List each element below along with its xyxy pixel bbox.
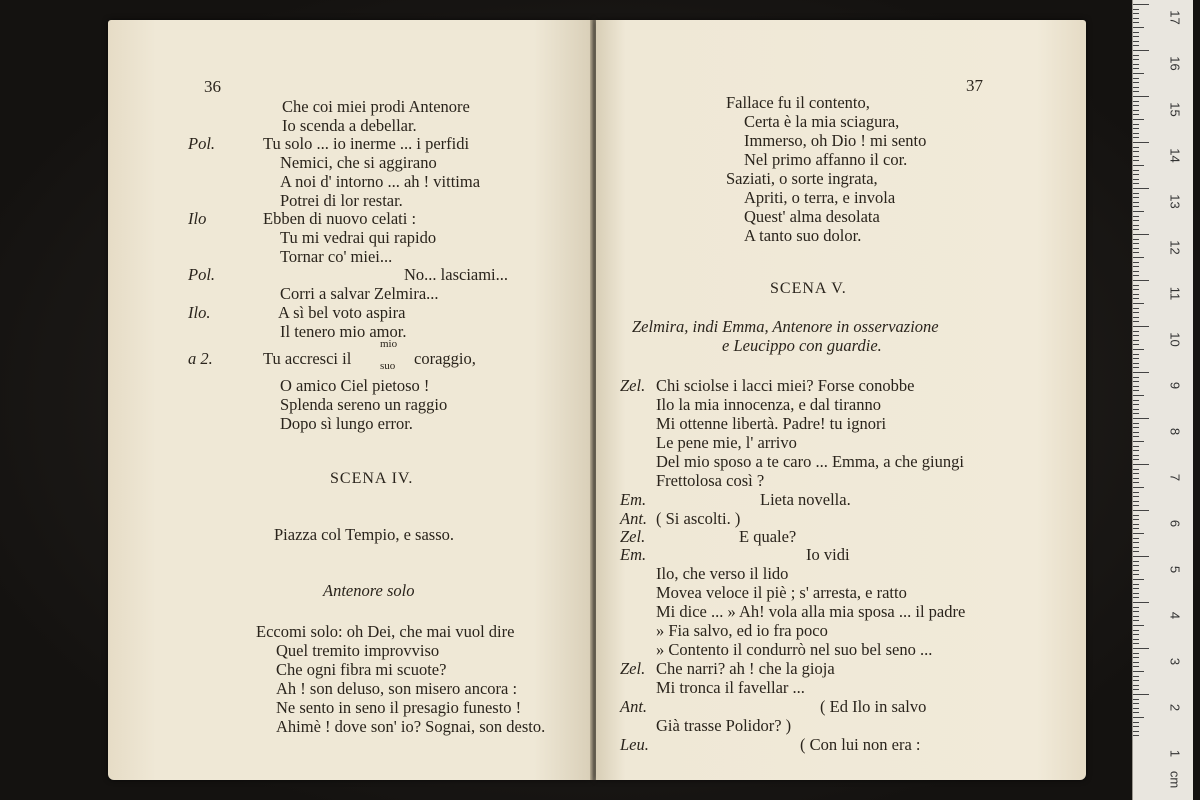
dialogue-line: » Fia salvo, ed io fra poco (656, 621, 828, 640)
ruler-tick (1133, 119, 1144, 120)
ruler-tick (1133, 18, 1139, 19)
ruler-tick (1133, 216, 1139, 217)
ruler-tick (1133, 248, 1139, 249)
ruler-tick (1133, 321, 1139, 322)
ruler-tick (1133, 128, 1139, 129)
ruler-tick (1133, 519, 1139, 520)
dialogue-line: Ilo la mia innocenza, e dal tiranno (656, 395, 881, 414)
ruler-tick (1133, 556, 1149, 557)
ruler-tick (1133, 137, 1139, 138)
verse-line: Tornar co' miei... (280, 247, 393, 266)
ruler-tick (1133, 326, 1149, 327)
verse-line: Io scenda a debellar. (282, 116, 417, 135)
scene-title: SCENA V. (770, 280, 847, 297)
ruler-tick (1133, 666, 1139, 667)
ruler-number: 8 (1167, 427, 1183, 436)
ruler-tick (1133, 36, 1139, 37)
ruler-tick (1133, 551, 1139, 552)
ruler-tick (1133, 602, 1149, 603)
ruler-tick (1133, 528, 1139, 529)
ruler-tick (1133, 165, 1144, 166)
monologue-line: Ah ! son deluso, son misero ancora : (276, 679, 518, 698)
ruler-tick (1133, 202, 1139, 203)
ruler-tick (1133, 478, 1139, 479)
measurement-ruler (1132, 0, 1193, 800)
ruler-tick (1133, 726, 1139, 727)
ruler-tick (1133, 400, 1139, 401)
dialogue-line: ( Si ascolti. ) (656, 509, 741, 528)
ruler-tick (1133, 620, 1139, 621)
ruler-tick (1133, 174, 1139, 175)
ruler-tick (1133, 662, 1139, 663)
ruler-tick (1133, 114, 1139, 115)
left-page (108, 20, 592, 780)
ruler-tick (1133, 354, 1139, 355)
verse-line: A sì bel voto aspira (278, 303, 406, 322)
ruler-tick (1133, 27, 1144, 28)
ruler-tick (1133, 676, 1139, 677)
verse-line: Che coi miei prodi Antenore (282, 97, 470, 116)
ruler-tick (1133, 648, 1149, 649)
ruler-tick (1133, 703, 1139, 704)
ruler-number: 12 (1167, 240, 1183, 255)
ruler-tick (1133, 611, 1139, 612)
ruler-tick (1133, 243, 1139, 244)
ruler-tick (1133, 390, 1139, 391)
ruler-tick (1133, 685, 1139, 686)
ruler-number: 3 (1167, 657, 1183, 666)
ruler-tick (1133, 358, 1139, 359)
ruler-tick (1133, 32, 1139, 33)
ruler-tick (1133, 473, 1139, 474)
speaker-label: Pol. (188, 134, 216, 153)
ruler-tick (1133, 381, 1139, 382)
ruler-tick (1133, 303, 1144, 304)
dialogue-line: Che narri? ah ! che la gioja (656, 659, 835, 678)
verse-line: coraggio, (414, 349, 476, 368)
ruler-tick (1133, 367, 1139, 368)
ruler-tick (1133, 538, 1139, 539)
ruler-tick (1133, 124, 1139, 125)
ruler-tick (1133, 45, 1139, 46)
speaker-label: Zel. (620, 376, 646, 395)
ruler-tick (1133, 340, 1139, 341)
dialogue-line: Lieta novella. (760, 490, 851, 509)
monologue-line: Ne sento in seno il presagio funesto ! (276, 698, 522, 717)
ruler-number: 9 (1167, 381, 1183, 390)
ruler-tick (1133, 639, 1139, 640)
ruler-tick (1133, 395, 1144, 396)
ruler-tick (1133, 427, 1139, 428)
ruler-tick (1133, 105, 1139, 106)
dialogue-line: Le pene mie, l' arrivo (656, 433, 797, 452)
ruler-number: 6 (1167, 519, 1183, 528)
ruler-number: 4 (1167, 611, 1183, 620)
ruler-tick (1133, 482, 1139, 483)
speaker-label: Ilo (188, 209, 207, 228)
ruler-tick (1133, 262, 1139, 263)
ruler-tick (1133, 147, 1139, 148)
dialogue-line: Mi ottenne libertà. Padre! tu ignori (656, 414, 887, 433)
scene-title: SCENA IV. (330, 470, 414, 487)
ruler-tick (1133, 708, 1139, 709)
ruler-tick (1133, 73, 1144, 74)
ruler-tick (1133, 275, 1139, 276)
ruler-tick (1133, 450, 1139, 451)
speaker-label: Em. (620, 545, 647, 564)
ruler-tick (1133, 50, 1149, 51)
ruler-tick (1133, 377, 1139, 378)
verse-line: Dopo sì lungo error. (280, 414, 413, 433)
ruler-tick (1133, 735, 1139, 736)
alt-word-bottom: suo (380, 360, 396, 372)
ruler-tick (1133, 625, 1144, 626)
ruler-tick (1133, 160, 1139, 161)
ruler-tick (1133, 344, 1139, 345)
ruler-tick (1133, 197, 1139, 198)
speaker-label: Ilo. (188, 303, 211, 322)
ruler-tick (1133, 257, 1144, 258)
dialogue-line: » Contento il condurrò nel suo bel seno ... (656, 640, 933, 659)
dialogue-line: Movea veloce il piè ; s' arresta, e ratto (656, 583, 907, 602)
ruler-tick (1133, 547, 1139, 548)
ruler-tick (1133, 386, 1139, 387)
ruler-tick (1133, 413, 1139, 414)
ruler-tick (1133, 464, 1149, 465)
ruler-tick (1133, 593, 1139, 594)
ruler-tick (1133, 101, 1139, 102)
ruler-tick (1133, 487, 1144, 488)
ruler-tick (1133, 607, 1139, 608)
ruler-number: 11 (1167, 286, 1183, 301)
ruler-tick (1133, 671, 1144, 672)
ruler-tick (1133, 4, 1149, 5)
ruler-tick (1133, 294, 1139, 295)
ruler-tick (1133, 133, 1139, 134)
ruler-tick (1133, 616, 1139, 617)
scene-setting: Piazza col Tempio, e sasso. (274, 525, 454, 544)
ruler-tick (1133, 694, 1149, 695)
verse-line: Tu mi vedrai qui rapido (280, 228, 437, 247)
dialogue-line: Ilo, che verso il lido (656, 564, 789, 583)
ruler-tick (1133, 372, 1149, 373)
ruler-tick (1133, 96, 1149, 97)
ruler-number: 15 (1167, 102, 1183, 117)
ruler-tick (1133, 630, 1139, 631)
ruler-tick (1133, 317, 1139, 318)
alt-word-top: mio (380, 338, 398, 350)
ruler-tick (1133, 280, 1149, 281)
ruler-tick (1133, 59, 1139, 60)
ruler-number: 5 (1167, 565, 1183, 574)
ruler-tick (1133, 441, 1144, 442)
speaker-label: a 2. (188, 349, 213, 368)
ruler-tick (1133, 436, 1139, 437)
ruler-unit: cm (1167, 770, 1183, 789)
ruler-number: 14 (1167, 148, 1183, 163)
verse-line: Certa è la mia sciagura, (744, 112, 900, 131)
dialogue-line: Frettolosa così ? (656, 471, 765, 490)
ruler-tick (1133, 156, 1139, 157)
ruler-tick (1133, 183, 1139, 184)
dialogue-line: E quale? (739, 527, 797, 546)
ruler-number: 1 (1167, 749, 1183, 758)
ruler-tick (1133, 731, 1139, 732)
ruler-tick (1133, 574, 1139, 575)
ruler-tick (1133, 68, 1139, 69)
ruler-tick (1133, 496, 1139, 497)
ruler-tick (1133, 206, 1139, 207)
ruler-number: 10 (1167, 332, 1183, 347)
ruler-tick (1133, 289, 1139, 290)
ruler-tick (1133, 220, 1139, 221)
speaker-label: Zel. (620, 527, 646, 546)
ruler-tick (1133, 142, 1149, 143)
ruler-tick (1133, 492, 1139, 493)
ruler-tick (1133, 331, 1139, 332)
ruler-tick (1133, 712, 1139, 713)
scene-characters: e Leucippo con guardie. (722, 336, 882, 355)
ruler-tick (1133, 211, 1144, 212)
ruler-tick (1133, 717, 1144, 718)
ruler-tick (1133, 680, 1139, 681)
dialogue-line: Chi sciolse i lacci miei? Forse conobbe (656, 376, 915, 395)
ruler-tick (1133, 87, 1139, 88)
ruler-tick (1133, 239, 1139, 240)
verse-line: Nel primo affanno il cor. (744, 150, 908, 169)
ruler-tick (1133, 335, 1139, 336)
dialogue-line: ( Con lui non era : (800, 735, 921, 754)
ruler-tick (1133, 657, 1139, 658)
ruler-tick (1133, 565, 1139, 566)
verse-line: Saziati, o sorte ingrata, (726, 169, 878, 188)
ruler-tick (1133, 588, 1139, 589)
ruler-tick (1133, 455, 1139, 456)
ruler-tick (1133, 634, 1139, 635)
ruler-tick (1133, 271, 1139, 272)
ruler-tick (1133, 13, 1139, 14)
ruler-tick (1133, 308, 1139, 309)
verse-line: Quest' alma desolata (744, 207, 880, 226)
speaker-label: Pol. (188, 265, 216, 284)
ruler-tick (1133, 225, 1139, 226)
ruler-number: 13 (1167, 194, 1183, 209)
ruler-tick (1133, 41, 1139, 42)
ruler-tick (1133, 699, 1139, 700)
ruler-tick (1133, 561, 1139, 562)
ruler-tick (1133, 689, 1139, 690)
verse-line: A noi d' intorno ... ah ! vittima (280, 172, 481, 191)
ruler-tick (1133, 55, 1139, 56)
verse-line: Fallace fu il contento, (726, 93, 870, 112)
ruler-tick (1133, 409, 1139, 410)
ruler-tick (1133, 418, 1149, 419)
scene-characters: Zelmira, indi Emma, Antenore in osservazione (632, 317, 939, 336)
ruler-tick (1133, 446, 1139, 447)
ruler-tick (1133, 170, 1139, 171)
dialogue-line: Già trasse Polidor? ) (656, 716, 792, 735)
dialogue-line: Io vidi (806, 545, 850, 564)
verse-line: Splenda sereno un raggio (280, 395, 448, 414)
ruler-tick (1133, 643, 1139, 644)
ruler-tick (1133, 469, 1139, 470)
ruler-tick (1133, 515, 1139, 516)
ruler-tick (1133, 505, 1139, 506)
verse-line: A tanto suo dolor. (744, 226, 862, 245)
ruler-tick (1133, 542, 1139, 543)
ruler-tick (1133, 722, 1139, 723)
monologue-line: Eccomi solo: oh Dei, che mai vuol dire (256, 622, 515, 641)
right-page (596, 20, 1086, 780)
ruler-tick (1133, 570, 1139, 571)
verse-line: Il tenero mio amor. (280, 322, 407, 341)
verse-line: O amico Ciel pietoso ! (280, 376, 430, 395)
ruler-tick (1133, 298, 1139, 299)
scene-character: Antenore solo (323, 581, 415, 600)
dialogue-line: Mi dice ... » Ah! vola alla mia sposa ... il padre (656, 602, 966, 621)
ruler-tick (1133, 312, 1139, 313)
ruler-tick (1133, 22, 1139, 23)
verse-line: Apriti, o terra, e invola (744, 188, 896, 207)
verse-line: No... lasciami... (404, 265, 509, 284)
ruler-tick (1133, 459, 1139, 460)
verse-line: Ebben di nuovo celati : (263, 209, 417, 228)
ruler-tick (1133, 363, 1139, 364)
speaker-label: Zel. (620, 659, 646, 678)
monologue-line: Che ogni fibra mi scuote? (276, 660, 447, 679)
ruler-tick (1133, 110, 1139, 111)
speaker-label: Leu. (620, 735, 649, 754)
ruler-tick (1133, 349, 1144, 350)
ruler-tick (1133, 524, 1139, 525)
ruler-tick (1133, 193, 1139, 194)
verse-line: Potrei di lor restar. (280, 191, 403, 210)
ruler-tick (1133, 78, 1139, 79)
verse-line: Nemici, che si aggirano (280, 153, 437, 172)
ruler-tick (1133, 533, 1144, 534)
ruler-tick (1133, 91, 1139, 92)
dialogue-line: ( Ed Ilo in salvo (820, 697, 927, 716)
ruler-tick (1133, 597, 1139, 598)
ruler-number: 2 (1167, 703, 1183, 712)
verse-line: Immerso, oh Dio ! mi sento (744, 131, 927, 150)
ruler-tick (1133, 404, 1139, 405)
monologue-line: Ahimè ! dove son' io? Sognai, son desto. (276, 717, 546, 736)
ruler-tick (1133, 229, 1139, 230)
ruler-tick (1133, 9, 1139, 10)
dialogue-line: Del mio sposo a te caro ... Emma, a che giungi (656, 452, 964, 471)
ruler-tick (1133, 252, 1139, 253)
speaker-label: Ant. (620, 697, 648, 716)
speaker-label: Em. (620, 490, 647, 509)
verse-line: Corri a salvar Zelmira... (280, 284, 439, 303)
ruler-number: 7 (1167, 473, 1183, 482)
dialogue-line: Mi tronca il favellar ... (656, 678, 805, 697)
ruler-tick (1133, 285, 1139, 286)
ruler-tick (1133, 653, 1139, 654)
ruler-tick (1133, 82, 1139, 83)
ruler-tick (1133, 584, 1139, 585)
ruler-tick (1133, 501, 1139, 502)
ruler-tick (1133, 432, 1139, 433)
ruler-tick (1133, 64, 1139, 65)
ruler-tick (1133, 188, 1149, 189)
ruler-tick (1133, 423, 1139, 424)
ruler-tick (1133, 266, 1139, 267)
ruler-tick (1133, 179, 1139, 180)
page-number: 36 (204, 77, 221, 96)
monologue-line: Quel tremito improvviso (276, 641, 440, 660)
ruler-number: 17 (1167, 10, 1183, 25)
ruler-tick (1133, 151, 1139, 152)
ruler-tick (1133, 579, 1144, 580)
ruler-tick (1133, 234, 1149, 235)
speaker-label: Ant. (620, 509, 648, 528)
ruler-tick (1133, 510, 1149, 511)
verse-line: Tu accresci il (263, 349, 352, 368)
verse-line: Tu solo ... io inerme ... i perfidi (263, 134, 470, 153)
page-number: 37 (966, 76, 983, 95)
ruler-number: 16 (1167, 56, 1183, 71)
